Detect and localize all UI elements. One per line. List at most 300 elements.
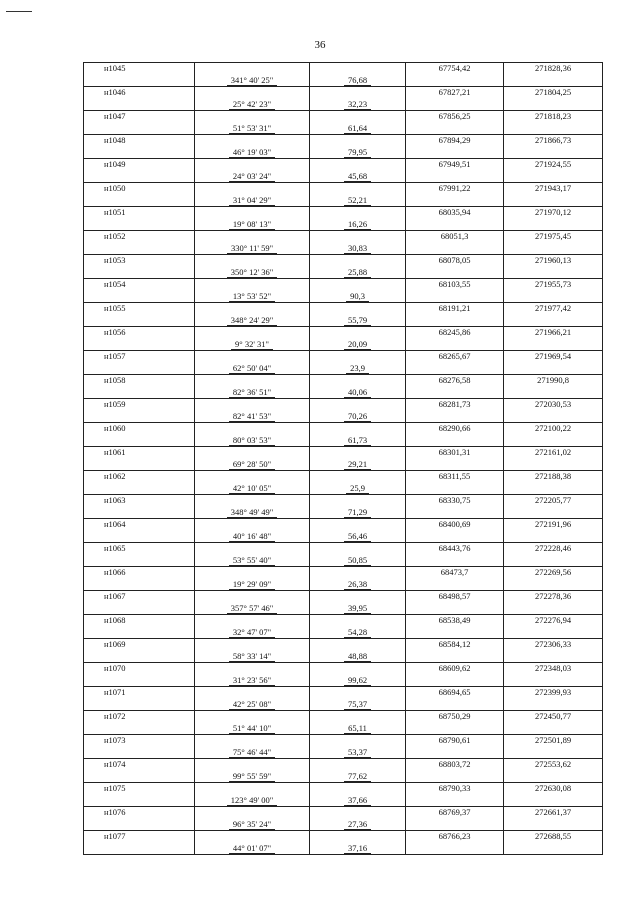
segment-distance-cell <box>310 267 406 279</box>
point-row <box>84 519 603 531</box>
empty-cell <box>195 135 310 147</box>
segment-angle-text: 80° 03' 53" <box>229 435 275 446</box>
point-y-cell: 272228,46 <box>504 543 603 555</box>
empty-cell <box>195 615 310 627</box>
segment-distance-cell <box>310 171 406 183</box>
segment-angle-text: 96° 35' 24" <box>229 819 275 830</box>
segment-angle-cell <box>195 579 310 591</box>
segment-distance-text: 39,95 <box>344 603 371 614</box>
empty-cell <box>84 627 195 639</box>
segment-angle-text: 19° 29' 09" <box>229 579 275 590</box>
segment-angle-cell <box>195 147 310 159</box>
segment-distance-text: 53,37 <box>344 747 371 758</box>
segment-angle-cell <box>195 483 310 495</box>
segment-angle-cell <box>195 603 310 615</box>
point-x-cell: 68473,7 <box>406 567 504 579</box>
empty-cell <box>84 483 195 495</box>
segment-row <box>84 363 603 375</box>
segment-distance-text: 54,28 <box>344 627 371 638</box>
point-row <box>84 423 603 435</box>
point-y-cell: 272306,33 <box>504 639 603 651</box>
point-name-cell: н1064 <box>84 519 195 531</box>
point-y-cell: 271818,23 <box>504 111 603 123</box>
empty-cell <box>195 207 310 219</box>
empty-cell <box>406 579 504 591</box>
empty-cell <box>406 627 504 639</box>
segment-row <box>84 459 603 471</box>
point-name-cell: н1051 <box>84 207 195 219</box>
segment-distance-cell <box>310 555 406 567</box>
segment-angle-cell <box>195 363 310 375</box>
point-y-cell: 272269,56 <box>504 567 603 579</box>
segment-angle-text: 62° 50' 04" <box>229 363 275 374</box>
empty-cell <box>406 723 504 735</box>
empty-cell <box>195 663 310 675</box>
segment-distance-text: 90,3 <box>346 291 369 302</box>
point-row <box>84 495 603 507</box>
point-row <box>84 399 603 411</box>
point-name-cell: н1071 <box>84 687 195 699</box>
point-name-cell: н1056 <box>84 327 195 339</box>
segment-distance-text: 37,66 <box>344 795 371 806</box>
segment-distance-text: 77,62 <box>344 771 371 782</box>
empty-cell <box>195 255 310 267</box>
empty-cell <box>84 555 195 567</box>
empty-cell <box>195 711 310 723</box>
point-x-cell: 68051,3 <box>406 231 504 243</box>
segment-distance-cell <box>310 291 406 303</box>
point-row <box>84 255 603 267</box>
point-x-cell: 68276,58 <box>406 375 504 387</box>
empty-cell <box>310 159 406 171</box>
empty-cell <box>504 531 603 543</box>
empty-cell <box>406 219 504 231</box>
empty-cell <box>504 123 603 135</box>
segment-distance-cell <box>310 75 406 87</box>
point-x-cell: 68191,21 <box>406 303 504 315</box>
point-y-cell: 272161,02 <box>504 447 603 459</box>
empty-cell <box>406 195 504 207</box>
point-x-cell: 68103,55 <box>406 279 504 291</box>
point-name-cell: н1075 <box>84 783 195 795</box>
empty-cell <box>310 303 406 315</box>
point-row <box>84 591 603 603</box>
segment-row <box>84 291 603 303</box>
segment-angle-cell <box>195 795 310 807</box>
empty-cell <box>310 255 406 267</box>
empty-cell <box>84 771 195 783</box>
segment-row <box>84 603 603 615</box>
empty-cell <box>84 723 195 735</box>
empty-cell <box>406 387 504 399</box>
point-row <box>84 663 603 675</box>
segment-distance-cell <box>310 819 406 831</box>
empty-cell <box>84 387 195 399</box>
segment-distance-text: 23,9 <box>346 363 369 374</box>
segment-distance-text: 26,38 <box>344 579 371 590</box>
point-row <box>84 63 603 75</box>
point-row <box>84 759 603 771</box>
empty-cell <box>504 339 603 351</box>
point-y-cell: 271975,45 <box>504 231 603 243</box>
empty-cell <box>195 399 310 411</box>
segment-angle-text: 99° 55' 59" <box>229 771 275 782</box>
point-name-cell: н1069 <box>84 639 195 651</box>
point-y-cell: 272399,93 <box>504 687 603 699</box>
point-row <box>84 279 603 291</box>
empty-cell <box>195 423 310 435</box>
point-x-cell: 68301,31 <box>406 447 504 459</box>
segment-distance-cell <box>310 747 406 759</box>
point-row <box>84 615 603 627</box>
segment-distance-cell <box>310 459 406 471</box>
empty-cell <box>504 99 603 111</box>
empty-cell <box>406 819 504 831</box>
point-y-cell: 272450,77 <box>504 711 603 723</box>
empty-cell <box>310 615 406 627</box>
empty-cell <box>84 531 195 543</box>
segment-distance-cell <box>310 123 406 135</box>
empty-cell <box>84 699 195 711</box>
segment-distance-cell <box>310 843 406 855</box>
point-y-cell: 272205,77 <box>504 495 603 507</box>
point-row <box>84 111 603 123</box>
empty-cell <box>504 603 603 615</box>
empty-cell <box>406 747 504 759</box>
empty-cell <box>406 555 504 567</box>
point-y-cell: 271943,17 <box>504 183 603 195</box>
segment-angle-text: 350° 12' 36" <box>227 267 277 278</box>
segment-distance-cell <box>310 219 406 231</box>
point-name-cell: н1047 <box>84 111 195 123</box>
empty-cell <box>84 267 195 279</box>
point-y-cell: 271990,8 <box>504 375 603 387</box>
empty-cell <box>310 135 406 147</box>
empty-cell <box>84 291 195 303</box>
empty-cell <box>84 819 195 831</box>
empty-cell <box>504 243 603 255</box>
point-y-cell: 272630,08 <box>504 783 603 795</box>
segment-angle-text: 75° 46' 44" <box>229 747 275 758</box>
empty-cell <box>310 111 406 123</box>
segment-distance-cell <box>310 147 406 159</box>
segment-angle-text: 330° 11' 59" <box>227 243 277 254</box>
empty-cell <box>310 447 406 459</box>
segment-distance-cell <box>310 411 406 423</box>
point-row <box>84 327 603 339</box>
segment-row <box>84 579 603 591</box>
empty-cell <box>195 63 310 75</box>
empty-cell <box>310 663 406 675</box>
segment-row <box>84 411 603 423</box>
empty-cell <box>84 603 195 615</box>
segment-angle-text: 32° 47' 07" <box>229 627 275 638</box>
segment-distance-cell <box>310 603 406 615</box>
segment-row <box>84 243 603 255</box>
point-y-cell: 271866,73 <box>504 135 603 147</box>
empty-cell <box>84 171 195 183</box>
segment-distance-text: 55,79 <box>344 315 371 326</box>
segment-row <box>84 771 603 783</box>
empty-cell <box>504 795 603 807</box>
point-y-cell: 272100,22 <box>504 423 603 435</box>
segment-distance-text: 79,95 <box>344 147 371 158</box>
empty-cell <box>310 783 406 795</box>
empty-cell <box>310 495 406 507</box>
segment-angle-cell <box>195 459 310 471</box>
segment-distance-text: 52,21 <box>344 195 371 206</box>
point-y-cell: 272501,89 <box>504 735 603 747</box>
segment-distance-text: 70,26 <box>344 411 371 422</box>
point-x-cell: 68538,49 <box>406 615 504 627</box>
point-row <box>84 735 603 747</box>
empty-cell <box>195 87 310 99</box>
segment-angle-cell <box>195 819 310 831</box>
point-x-cell: 68790,61 <box>406 735 504 747</box>
empty-cell <box>310 87 406 99</box>
point-x-cell: 68443,76 <box>406 543 504 555</box>
segment-distance-text: 27,36 <box>344 819 371 830</box>
segment-distance-text: 76,68 <box>344 75 371 86</box>
segment-distance-cell <box>310 531 406 543</box>
segment-angle-cell <box>195 747 310 759</box>
point-name-cell: н1059 <box>84 399 195 411</box>
empty-cell <box>406 603 504 615</box>
empty-cell <box>195 807 310 819</box>
empty-cell <box>310 591 406 603</box>
segment-angle-cell <box>195 243 310 255</box>
segment-row <box>84 171 603 183</box>
segment-distance-text: 61,73 <box>344 435 371 446</box>
segment-angle-cell <box>195 531 310 543</box>
segment-distance-cell <box>310 579 406 591</box>
point-name-cell: н1060 <box>84 423 195 435</box>
segment-angle-text: 348° 49' 49" <box>227 507 277 518</box>
empty-cell <box>310 207 406 219</box>
point-y-cell: 271804,25 <box>504 87 603 99</box>
segment-angle-cell <box>195 651 310 663</box>
empty-cell <box>406 651 504 663</box>
empty-cell <box>310 327 406 339</box>
segment-distance-text: 61,64 <box>344 123 371 134</box>
empty-cell <box>310 471 406 483</box>
segment-row <box>84 819 603 831</box>
point-name-cell: н1076 <box>84 807 195 819</box>
segment-distance-cell <box>310 795 406 807</box>
empty-cell <box>504 699 603 711</box>
empty-cell <box>195 351 310 363</box>
empty-cell <box>195 639 310 651</box>
empty-cell <box>310 63 406 75</box>
segment-angle-cell <box>195 171 310 183</box>
segment-distance-text: 50,85 <box>344 555 371 566</box>
segment-row <box>84 387 603 399</box>
segment-distance-text: 16,26 <box>344 219 371 230</box>
point-name-cell: н1068 <box>84 615 195 627</box>
segment-distance-cell <box>310 699 406 711</box>
segment-distance-cell <box>310 387 406 399</box>
empty-cell <box>195 183 310 195</box>
empty-cell <box>504 675 603 687</box>
segment-distance-text: 32,23 <box>344 99 371 110</box>
empty-cell <box>406 75 504 87</box>
empty-cell <box>195 111 310 123</box>
empty-cell <box>310 375 406 387</box>
empty-cell <box>504 483 603 495</box>
point-name-cell: н1061 <box>84 447 195 459</box>
point-y-cell: 271924,55 <box>504 159 603 171</box>
point-name-cell: н1058 <box>84 375 195 387</box>
point-row <box>84 687 603 699</box>
point-row <box>84 639 603 651</box>
point-row <box>84 807 603 819</box>
empty-cell <box>310 807 406 819</box>
empty-cell <box>406 483 504 495</box>
point-name-cell: н1055 <box>84 303 195 315</box>
point-row <box>84 159 603 171</box>
segment-row <box>84 627 603 639</box>
segment-angle-cell <box>195 843 310 855</box>
empty-cell <box>195 759 310 771</box>
segment-angle-text: 51° 44' 10" <box>229 723 275 734</box>
empty-cell <box>195 159 310 171</box>
point-x-cell: 68400,69 <box>406 519 504 531</box>
empty-cell <box>84 435 195 447</box>
empty-cell <box>504 75 603 87</box>
segment-row <box>84 435 603 447</box>
segment-row <box>84 651 603 663</box>
empty-cell <box>195 831 310 843</box>
empty-cell <box>195 735 310 747</box>
segment-distance-text: 48,88 <box>344 651 371 662</box>
point-x-cell: 67754,42 <box>406 63 504 75</box>
point-row <box>84 567 603 579</box>
segment-angle-cell <box>195 435 310 447</box>
segment-angle-text: 341° 40' 25" <box>227 75 277 86</box>
point-row <box>84 87 603 99</box>
point-name-cell: н1049 <box>84 159 195 171</box>
segment-distance-cell <box>310 315 406 327</box>
empty-cell <box>406 507 504 519</box>
point-x-cell: 68790,33 <box>406 783 504 795</box>
point-x-cell: 67827,21 <box>406 87 504 99</box>
segment-angle-text: 42° 25' 08" <box>229 699 275 710</box>
point-row <box>84 351 603 363</box>
segment-angle-text: 24° 03' 24" <box>229 171 275 182</box>
point-y-cell: 271960,13 <box>504 255 603 267</box>
segment-angle-text: 348° 24' 29" <box>227 315 277 326</box>
segment-angle-cell <box>195 291 310 303</box>
empty-cell <box>310 279 406 291</box>
point-name-cell: н1054 <box>84 279 195 291</box>
segment-distance-text: 29,21 <box>344 459 371 470</box>
segment-distance-text: 75,37 <box>344 699 371 710</box>
point-row <box>84 231 603 243</box>
empty-cell <box>310 711 406 723</box>
point-name-cell: н1066 <box>84 567 195 579</box>
segment-angle-cell <box>195 555 310 567</box>
segment-angle-text: 40° 16' 48" <box>229 531 275 542</box>
point-row <box>84 375 603 387</box>
point-y-cell: 271966,21 <box>504 327 603 339</box>
empty-cell <box>195 495 310 507</box>
segment-row <box>84 843 603 855</box>
empty-cell <box>310 687 406 699</box>
segment-angle-text: 69° 28' 50" <box>229 459 275 470</box>
point-x-cell: 68803,72 <box>406 759 504 771</box>
segment-row <box>84 75 603 87</box>
empty-cell <box>310 543 406 555</box>
point-x-cell: 68750,29 <box>406 711 504 723</box>
segment-angle-text: 82° 41' 53" <box>229 411 275 422</box>
empty-cell <box>84 651 195 663</box>
empty-cell <box>84 219 195 231</box>
empty-cell <box>406 363 504 375</box>
segment-distance-text: 45,68 <box>344 171 371 182</box>
empty-cell <box>406 243 504 255</box>
point-row <box>84 543 603 555</box>
empty-cell <box>406 171 504 183</box>
segment-angle-text: 357° 57' 46" <box>227 603 277 614</box>
empty-cell <box>84 675 195 687</box>
segment-row <box>84 699 603 711</box>
point-row <box>84 831 603 843</box>
empty-cell <box>406 843 504 855</box>
empty-cell <box>504 291 603 303</box>
point-name-cell: н1062 <box>84 471 195 483</box>
empty-cell <box>504 219 603 231</box>
segment-row <box>84 675 603 687</box>
segment-angle-cell <box>195 675 310 687</box>
point-y-cell: 271969,54 <box>504 351 603 363</box>
empty-cell <box>310 735 406 747</box>
point-x-cell: 68078,05 <box>406 255 504 267</box>
empty-cell <box>504 459 603 471</box>
empty-cell <box>195 687 310 699</box>
point-y-cell: 271970,12 <box>504 207 603 219</box>
segment-angle-cell <box>195 411 310 423</box>
empty-cell <box>406 99 504 111</box>
segment-angle-cell <box>195 387 310 399</box>
empty-cell <box>84 579 195 591</box>
point-name-cell: н1077 <box>84 831 195 843</box>
point-name-cell: н1065 <box>84 543 195 555</box>
empty-cell <box>406 315 504 327</box>
segment-distance-cell <box>310 771 406 783</box>
segment-angle-text: 25° 42' 23" <box>229 99 275 110</box>
segment-angle-cell <box>195 723 310 735</box>
segment-distance-text: 56,46 <box>344 531 371 542</box>
segment-row <box>84 99 603 111</box>
segment-distance-cell <box>310 483 406 495</box>
point-x-cell: 67991,22 <box>406 183 504 195</box>
point-y-cell: 272348,03 <box>504 663 603 675</box>
segment-distance-cell <box>310 627 406 639</box>
empty-cell <box>504 267 603 279</box>
segment-row <box>84 555 603 567</box>
empty-cell <box>406 699 504 711</box>
segment-angle-cell <box>195 75 310 87</box>
segment-angle-text: 123° 49' 00" <box>227 795 277 806</box>
empty-cell <box>504 627 603 639</box>
empty-cell <box>195 327 310 339</box>
point-row <box>84 303 603 315</box>
coordinates-table-body <box>84 63 603 855</box>
segment-angle-text: 51° 53' 31" <box>229 123 275 134</box>
segment-row <box>84 747 603 759</box>
segment-angle-text: 31° 23' 56" <box>229 675 275 686</box>
empty-cell <box>310 183 406 195</box>
